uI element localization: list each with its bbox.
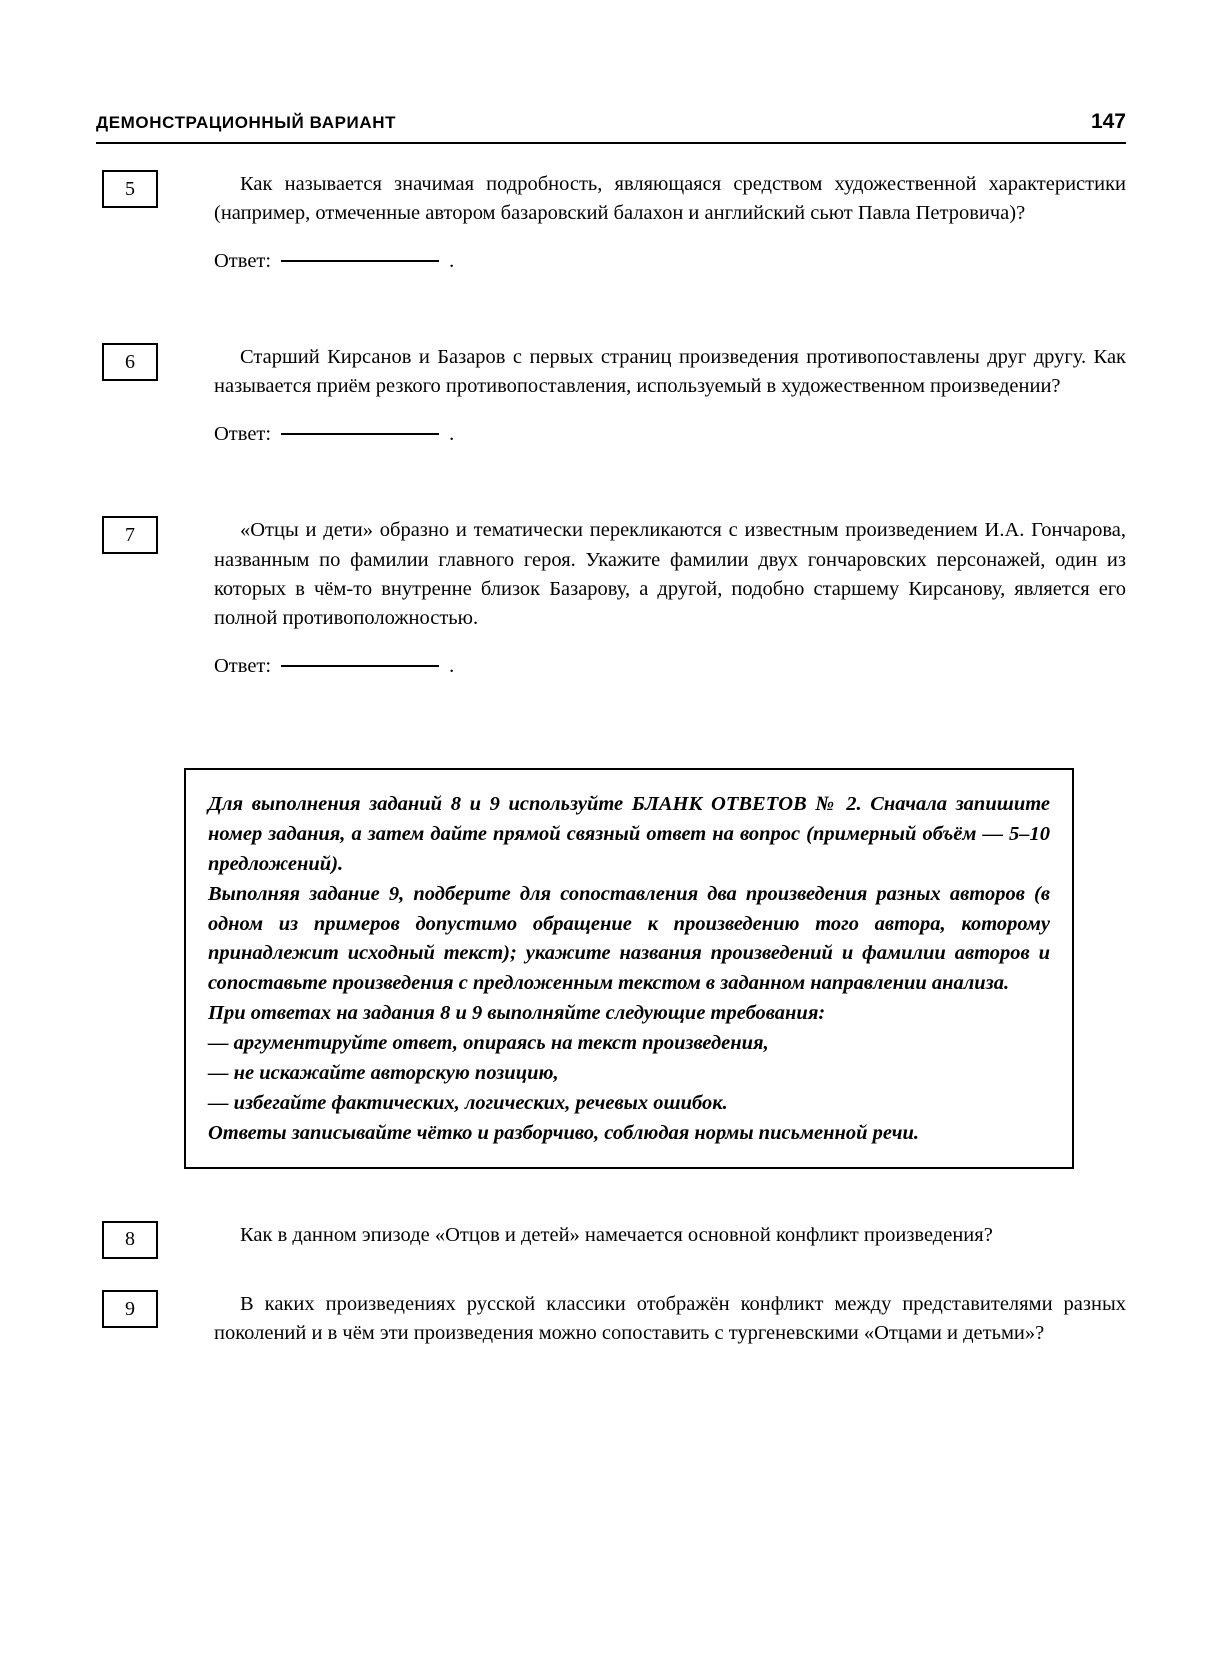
instruction-paragraph-4: Ответы записывайте чётко и разборчиво, соблюдая нормы письменной речи.	[208, 1122, 919, 1145]
answer-blank[interactable]	[281, 665, 439, 667]
instruction-paragraph-3: При ответах на задания 8 и 9 выполняйте следующие требования:	[208, 1002, 826, 1025]
task-9	[96, 1290, 1126, 1348]
answer-line-5	[214, 250, 1126, 273]
answer-label: Ответ:	[214, 654, 272, 677]
instruction-box	[184, 768, 1074, 1169]
task-text	[214, 516, 1126, 632]
page-content	[96, 170, 1126, 1348]
answer-label: Ответ:	[214, 250, 272, 273]
task-9-paragraph: В каких произведениях русской классики отображён конфликт между представителями разных поколений и в чём эти произведения можно сопоставить с тургеневскими «Отцами и детьми»?	[214, 1293, 1126, 1345]
task-number-badge: 7	[102, 516, 158, 554]
task-text	[214, 343, 1126, 401]
header-divider	[96, 142, 1126, 144]
instruction-bullet-3: — избегайте фактических, логических, речевых ошибок.	[208, 1092, 728, 1115]
answer-blank[interactable]	[281, 260, 439, 262]
instruction-paragraph-1: Для выполнения заданий 8 и 9 используйте БЛАНК ОТВЕТОВ № 2. Сначала запишите номер задания, а затем дайте прямой связный ответ на вопрос (примерный объём — 5–10 предложений).	[208, 792, 1050, 875]
answer-period: .	[449, 423, 455, 446]
task-7	[96, 516, 1126, 677]
answer-period: .	[449, 654, 455, 677]
header-title: ДЕМОНСТРАЦИОННЫЙ ВАРИАНТ	[96, 113, 397, 132]
task-5-paragraph: Как называется значимая подробность, являющаяся средством художественной характеристики (например, отмеченные автором базаровский балахон и английский сьют Павла Петровича)?	[214, 173, 1126, 225]
task-6	[96, 343, 1126, 446]
task-text	[214, 1221, 1126, 1250]
answer-label: Ответ:	[214, 423, 272, 446]
task-7-paragraph: «Отцы и дети» образно и тематически перекликаются с известным произведением И.А. Гончарова, названным по фамилии главного героя. Укажите фамилии двух гончаровских персонажей, один из которых в чём-то внутренне близок Базарову, а другой, подобно старшему Кирсанову, является его полной противоположностью.	[214, 519, 1126, 629]
task-text	[214, 170, 1126, 228]
answer-line-6	[214, 423, 1126, 446]
instruction-paragraph-2: Выполняя задание 9, подберите для сопоставления два произведения разных авторов (в одном из примеров допустимо обращение к произведению того автора, которому принадлежит исходный текст); укажите названия произведений и фамилии авторов и сопоставьте произведения с предложенным текстом в заданном направлении анализа.	[208, 882, 1050, 995]
task-5	[96, 170, 1126, 273]
instruction-bullet-1: — аргументируйте ответ, опираясь на текст произведения,	[208, 1032, 769, 1055]
task-number-badge: 9	[102, 1290, 158, 1328]
page-number: 147	[1090, 110, 1126, 133]
task-number-badge: 5	[102, 170, 158, 208]
answer-period: .	[449, 250, 455, 273]
instruction-bullet-2: — не искажайте авторскую позицию,	[208, 1062, 559, 1085]
task-8-paragraph: Как в данном эпизоде «Отцов и детей» намечается основной конфликт произведения?	[240, 1223, 993, 1246]
task-text	[214, 1290, 1126, 1348]
task-8	[96, 1221, 1126, 1250]
task-6-paragraph: Старший Кирсанов и Базаров с первых страниц произведения противопоставлены друг другу. Как называется приём резкого противопоставления, используемый в художественном произведении?	[214, 346, 1126, 398]
page-header	[96, 110, 1126, 134]
task-number-badge: 8	[102, 1221, 158, 1259]
answer-blank[interactable]	[281, 433, 439, 435]
answer-line-7	[214, 655, 1126, 678]
task-number-badge: 6	[102, 343, 158, 381]
